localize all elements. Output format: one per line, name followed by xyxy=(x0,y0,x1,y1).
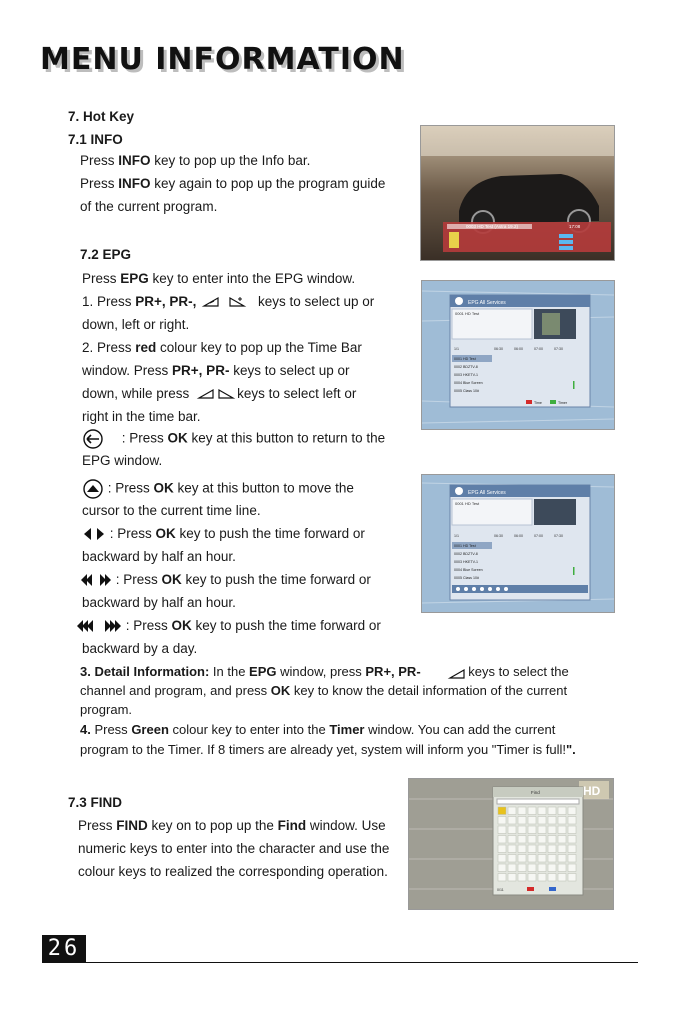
svg-text:07:00: 07:00 xyxy=(534,534,543,538)
detail-line-3: program. xyxy=(80,702,133,717)
section-info-title: 7.1 INFO xyxy=(68,132,123,147)
find-key xyxy=(518,864,526,872)
info-line-2: Press INFO key again to pop up the program guide xyxy=(80,176,386,191)
svg-text:Find: Find xyxy=(531,790,540,795)
svg-text:06:00: 06:00 xyxy=(514,534,523,538)
svg-text:EPG All Services: EPG All Services xyxy=(468,300,506,306)
find-line-2: numeric keys to enter into the character and use the xyxy=(78,841,390,856)
epg-line-16: : Press OK key to push the time forward or xyxy=(76,617,381,635)
find-key xyxy=(558,826,566,834)
find-key xyxy=(548,874,556,882)
find-key xyxy=(568,836,576,844)
find-screenshot xyxy=(408,778,614,910)
find-key xyxy=(528,855,536,863)
find-key xyxy=(528,807,536,815)
section-hotkey-title: 7. Hot Key xyxy=(68,109,135,124)
svg-text:0001 HD Test: 0001 HD Test xyxy=(454,544,476,548)
find-key xyxy=(568,864,576,872)
find-key xyxy=(538,845,546,853)
find-key xyxy=(538,826,546,834)
find-key xyxy=(568,845,576,853)
find-key xyxy=(538,855,546,863)
svg-text:07:30: 07:30 xyxy=(554,534,563,538)
info-line-3: of the current program. xyxy=(80,199,218,214)
epg-line-17: backward by a day. xyxy=(82,641,198,656)
epg-screenshot-1 xyxy=(421,280,615,430)
find-key xyxy=(518,874,526,882)
find-key xyxy=(548,807,556,815)
svg-text:0002 BDZTV-8: 0002 BDZTV-8 xyxy=(454,365,478,369)
section-epg-title: 7.2 EPG xyxy=(80,247,132,262)
epg-line-14: : Press OK key to push the time forward or xyxy=(80,571,371,589)
epg-line-13: backward by half an hour. xyxy=(82,549,236,564)
svg-text:Time: Time xyxy=(534,401,542,405)
svg-text:Timer: Timer xyxy=(558,401,568,405)
up-triangle-icon xyxy=(82,479,104,499)
find-key xyxy=(528,874,536,882)
return-arrow-icon xyxy=(82,429,104,449)
find-key xyxy=(508,874,516,882)
find-key xyxy=(528,845,536,853)
find-key xyxy=(508,855,516,863)
find-key xyxy=(508,845,516,853)
find-key xyxy=(498,874,506,882)
timer-line-1: 4. Press Green colour key to enter into the Timer window. You can add the current xyxy=(80,722,556,737)
svg-text:0002 BDZTV-8: 0002 BDZTV-8 xyxy=(454,552,478,556)
epg-screenshot-2 xyxy=(421,474,615,613)
epg-line-1: Press EPG key to enter into the EPG window. xyxy=(82,271,356,286)
find-key xyxy=(568,817,576,825)
find-key xyxy=(508,817,516,825)
find-key xyxy=(558,845,566,853)
epg-screen-2-art xyxy=(422,475,614,612)
find-key xyxy=(568,874,576,882)
svg-text:1/1: 1/1 xyxy=(454,347,459,351)
find-key xyxy=(518,836,526,844)
find-key xyxy=(498,845,506,853)
find-key xyxy=(538,864,546,872)
epg-line-4: 2. Press red colour key to pop up the Time Bar xyxy=(82,340,362,355)
find-key xyxy=(548,845,556,853)
find-key xyxy=(558,836,566,844)
find-key xyxy=(558,864,566,872)
find-key xyxy=(538,807,546,815)
info-time-text: 17:08 xyxy=(569,224,581,229)
section-find-title: 7.3 FIND xyxy=(68,795,123,810)
svg-text:1/1: 1/1 xyxy=(454,534,459,538)
volume-keys-icon xyxy=(200,295,250,309)
detail-line-2: channel and program, and press OK key to know the detail information of the current xyxy=(80,683,568,698)
epg-line-3: down, left or right. xyxy=(82,317,190,332)
find-key xyxy=(518,845,526,853)
find-key xyxy=(528,836,536,844)
find-key xyxy=(518,855,526,863)
page-number: 26 xyxy=(42,935,86,963)
find-key xyxy=(498,826,506,834)
svg-text:0005 Class 10#: 0005 Class 10# xyxy=(454,389,479,393)
find-key xyxy=(568,807,576,815)
find-key xyxy=(548,864,556,872)
svg-text:06:30: 06:30 xyxy=(494,534,503,538)
find-key xyxy=(498,855,506,863)
svg-text:0001 HD Test: 0001 HD Test xyxy=(455,311,480,316)
find-key xyxy=(548,836,556,844)
svg-text:0004 Blue Screen: 0004 Blue Screen xyxy=(454,568,483,572)
svg-text:0/11: 0/11 xyxy=(497,888,504,892)
find-key xyxy=(508,836,516,844)
svg-text:0005 Class 10#: 0005 Class 10# xyxy=(454,576,479,580)
find-key xyxy=(548,817,556,825)
svg-text:06:00: 06:00 xyxy=(514,347,523,351)
footer-rule xyxy=(86,962,638,963)
find-key xyxy=(528,817,536,825)
volume-keys-icon xyxy=(193,387,237,401)
find-key xyxy=(528,864,536,872)
find-key xyxy=(518,817,526,825)
epg-line-10: : Press OK key at this button to move the xyxy=(82,479,354,499)
epg-line-6: down, while press keys to select left or xyxy=(82,386,357,401)
svg-text:0001 HD Test: 0001 HD Test xyxy=(455,501,480,506)
find-key xyxy=(528,826,536,834)
svg-text:0003 HKETV-1: 0003 HKETV-1 xyxy=(454,373,478,377)
find-line-3: colour keys to realized the corresponding operation. xyxy=(78,864,388,879)
find-key xyxy=(568,855,576,863)
find-key xyxy=(498,807,506,815)
double-arrows-icon xyxy=(80,573,112,587)
timer-line-2: program to the Timer. If 8 timers are already yet, system will inform you "Timer is full!". xyxy=(80,742,576,757)
half-hour-arrows-icon xyxy=(82,527,106,541)
find-key xyxy=(558,817,566,825)
epg-line-5: window. Press PR+, PR- keys to select up or xyxy=(82,363,350,378)
find-key xyxy=(558,874,566,882)
page-title: MENU INFORMATION xyxy=(40,42,405,77)
svg-text:0001 HD Test: 0001 HD Test xyxy=(454,357,476,361)
find-key xyxy=(548,826,556,834)
epg-line-15: backward by half an hour. xyxy=(82,595,236,610)
epg-line-9: EPG window. xyxy=(82,453,163,468)
find-key xyxy=(498,864,506,872)
info-screen-art xyxy=(421,126,614,260)
info-line-1: Press INFO key to pop up the Info bar. xyxy=(80,153,311,168)
find-key xyxy=(508,807,516,815)
triple-arrows-icon xyxy=(76,619,122,633)
find-key xyxy=(538,817,546,825)
svg-text:06:30: 06:30 xyxy=(494,347,503,351)
find-key xyxy=(518,807,526,815)
find-key xyxy=(538,836,546,844)
svg-text:0004 Blue Screen: 0004 Blue Screen xyxy=(454,381,483,385)
svg-text:0003 HKETV-1: 0003 HKETV-1 xyxy=(454,560,478,564)
epg-line-2: 1. Press PR+, PR-, keys to select up or xyxy=(82,294,375,309)
hd-logo: HD xyxy=(583,784,601,798)
epg-line-8: : Press OK key at this button to return to the xyxy=(82,429,385,449)
epg-line-7: right in the time bar. xyxy=(82,409,201,424)
find-key xyxy=(558,807,566,815)
find-key xyxy=(508,826,516,834)
find-key xyxy=(498,817,506,825)
find-key xyxy=(518,826,526,834)
find-key xyxy=(548,855,556,863)
info-screenshot xyxy=(420,125,615,261)
find-line-1: Press FIND key on to pop up the Find window. Use xyxy=(78,818,386,833)
svg-text:07:30: 07:30 xyxy=(554,347,563,351)
svg-text:07:00: 07:00 xyxy=(534,347,543,351)
epg-line-11: cursor to the current time line. xyxy=(82,503,261,518)
find-key xyxy=(508,864,516,872)
find-screen-art xyxy=(409,779,613,909)
find-key xyxy=(558,855,566,863)
volume-key-icon xyxy=(424,666,468,680)
epg-screen-1-art xyxy=(422,281,614,429)
epg-line-12: : Press OK key to push the time forward or xyxy=(82,525,365,543)
find-key xyxy=(538,874,546,882)
find-key xyxy=(568,826,576,834)
find-key xyxy=(498,836,506,844)
svg-text:EPG All Services: EPG All Services xyxy=(468,490,506,496)
info-banner-text: 0003 HD Test (Astra 19.2) xyxy=(466,224,518,229)
detail-line-1: 3. Detail Information: In the EPG window, press PR+, PR- keys to select the xyxy=(80,664,569,679)
